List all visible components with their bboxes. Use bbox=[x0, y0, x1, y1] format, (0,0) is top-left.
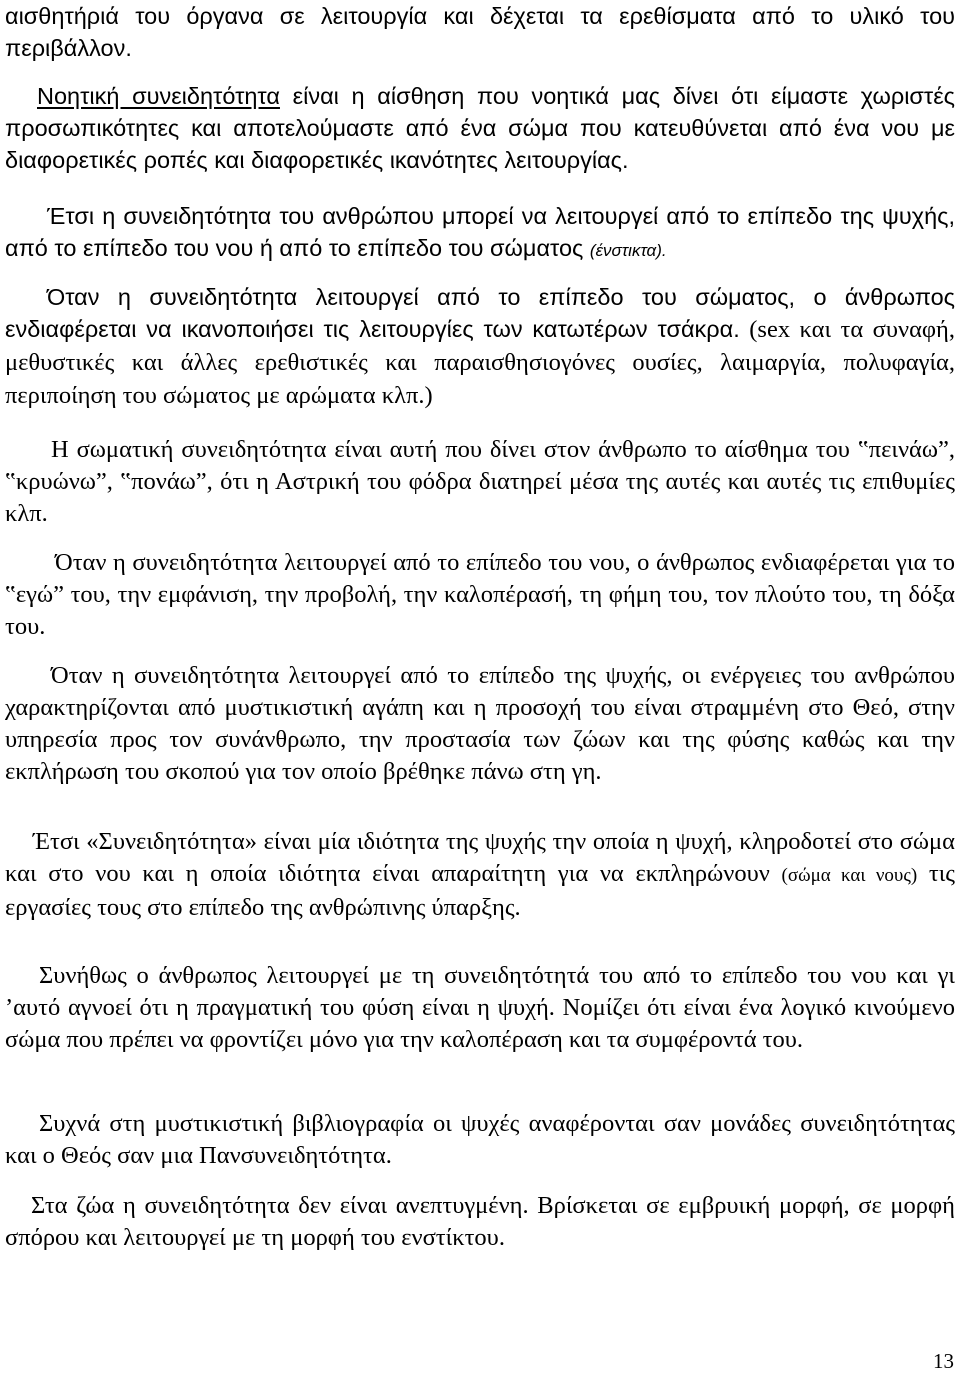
paragraph-soul-level: Όταν η συνειδητότητα λειτουργεί από το επίπεδο της ψυχής, οι ενέργειες του ανθρώπου χαρακτηρίζονται από μυστικιστική αγάπη και η προσοχή του είναι στραμμένη στο Θεό, στην υπηρεσία προς τον συνάνθρωπο, την προστασία των ζώων και της φύσης καθώς και την εκπλήρωση του σκοπού για τον οποίο βρέθηκε πάνω στη γη. bbox=[5, 662, 955, 785]
term-mental-consciousness: Νοητική συνειδητότητα bbox=[37, 83, 280, 109]
instincts-note: (ένστικτα). bbox=[589, 241, 667, 260]
paragraph-text: Όταν η συνειδητότητα λειτουργεί από το επίπεδο του σώματος, ο άνθρωπος ενδιαφέρεται να ικανοποιήσει τις λειτουργίες των κατωτέρων τσάκρα. bbox=[5, 284, 955, 342]
paragraph-usual-function: Συνήθως ο άνθρωπος λειτουργεί με τη συνειδητότητά του από το επίπεδο του νου και γι ’αυτό αγνοεί ότι η πραγματική του φύση είναι η ψυχή. Νομίζει ότι είναι ένα λογικό κινούμενο σώμα που πρέπει να φροντίζει μόνο για την καλοπέραση και τα συμφέροντά του. bbox=[5, 962, 955, 1053]
paragraph-text: Έτσι «Συνειδητότητα» είναι μία ιδιότητα της ψυχής την οποία η ψυχή, κληροδοτεί στο σώμα και στο νου και η οποία ιδιότητα είναι απαραίτητη για να εκπληρώνουν bbox=[5, 828, 955, 887]
paragraph-intro-continued: αισθητήριά του όργανα σε λειτουργία και δέχεται τα ερεθίσματα από το υλικό του περιβάλλον. bbox=[5, 3, 955, 61]
paragraph-consciousness-definition bbox=[5, 826, 955, 924]
document-page bbox=[5, 0, 955, 1385]
parenthetical-body-mind: (σώμα και νους) bbox=[781, 865, 918, 886]
paragraph-mental-consciousness bbox=[5, 80, 955, 176]
paragraph-levels bbox=[5, 200, 955, 267]
paragraph-mind-level: Όταν η συνειδητότητα λειτουργεί από το επίπεδο του νου, ο άνθρωπος ενδιαφέρεται για το ‟εγώ” του, την εμφάνιση, την προβολή, την καλοπέρασή, τη φήμη του, τον πλούτο του, τη δόξα του. bbox=[5, 549, 955, 640]
paragraph-text: τις εργασίες τους στο επίπεδο της ανθρώπινης ύπαρξης. bbox=[5, 860, 955, 921]
page-number: 13 bbox=[933, 1349, 954, 1373]
paragraph-body-level bbox=[5, 281, 955, 412]
paragraph-bodily-consciousness: Η σωματική συνειδητότητα είναι αυτή που δίνει στον άνθρωπο το αίσθημα του ‟πεινάω”, ‟κρυώνω”, ‟πονάω”, ότι η Αστρική του φόδρα διατηρεί μέσα της αυτές και αυτές τις επιθυμίες κλπ. bbox=[5, 436, 955, 527]
paragraph-examples: (sex και τα συναφή, μεθυστικές και άλλες ερεθιστικές και παραισθησιογόνες ουσίες, λαιμαργία, πολυφαγία, περιποίηση του σώματος με αρώματα κλπ.) bbox=[5, 316, 955, 409]
paragraph-text: είναι η αίσθηση που νοητικά μας δίνει ότι είμαστε χωριστές προσωπικότητες και αποτελούμαστε από ένα σώμα που κατευθύνεται από ένα νου με διαφορετικές ροπές και διαφορετικές ικανότητες λειτουργίας. bbox=[5, 83, 955, 173]
paragraph-mystical-literature: Συχνά στη μυστικιστική βιβλιογραφία οι ψυχές αναφέρονται σαν μονάδες συνειδητότητας και ο Θεός σαν μια Πανσυνειδητότητα. bbox=[5, 1110, 955, 1169]
paragraph-animals: Στα ζώα η συνειδητότητα δεν είναι ανεπτυγμένη. Βρίσκεται σε εμβρυική μορφή, σε μορφή σπόρου και λειτουργεί με τη μορφή του ενστίκτου. bbox=[5, 1192, 955, 1251]
paragraph-text: Έτσι η συνειδητότητα του ανθρώπου μπορεί να λειτουργεί από το επίπεδο της ψυχής, από το επίπεδο του νου ή από το επίπεδο του σώματος bbox=[5, 203, 955, 261]
